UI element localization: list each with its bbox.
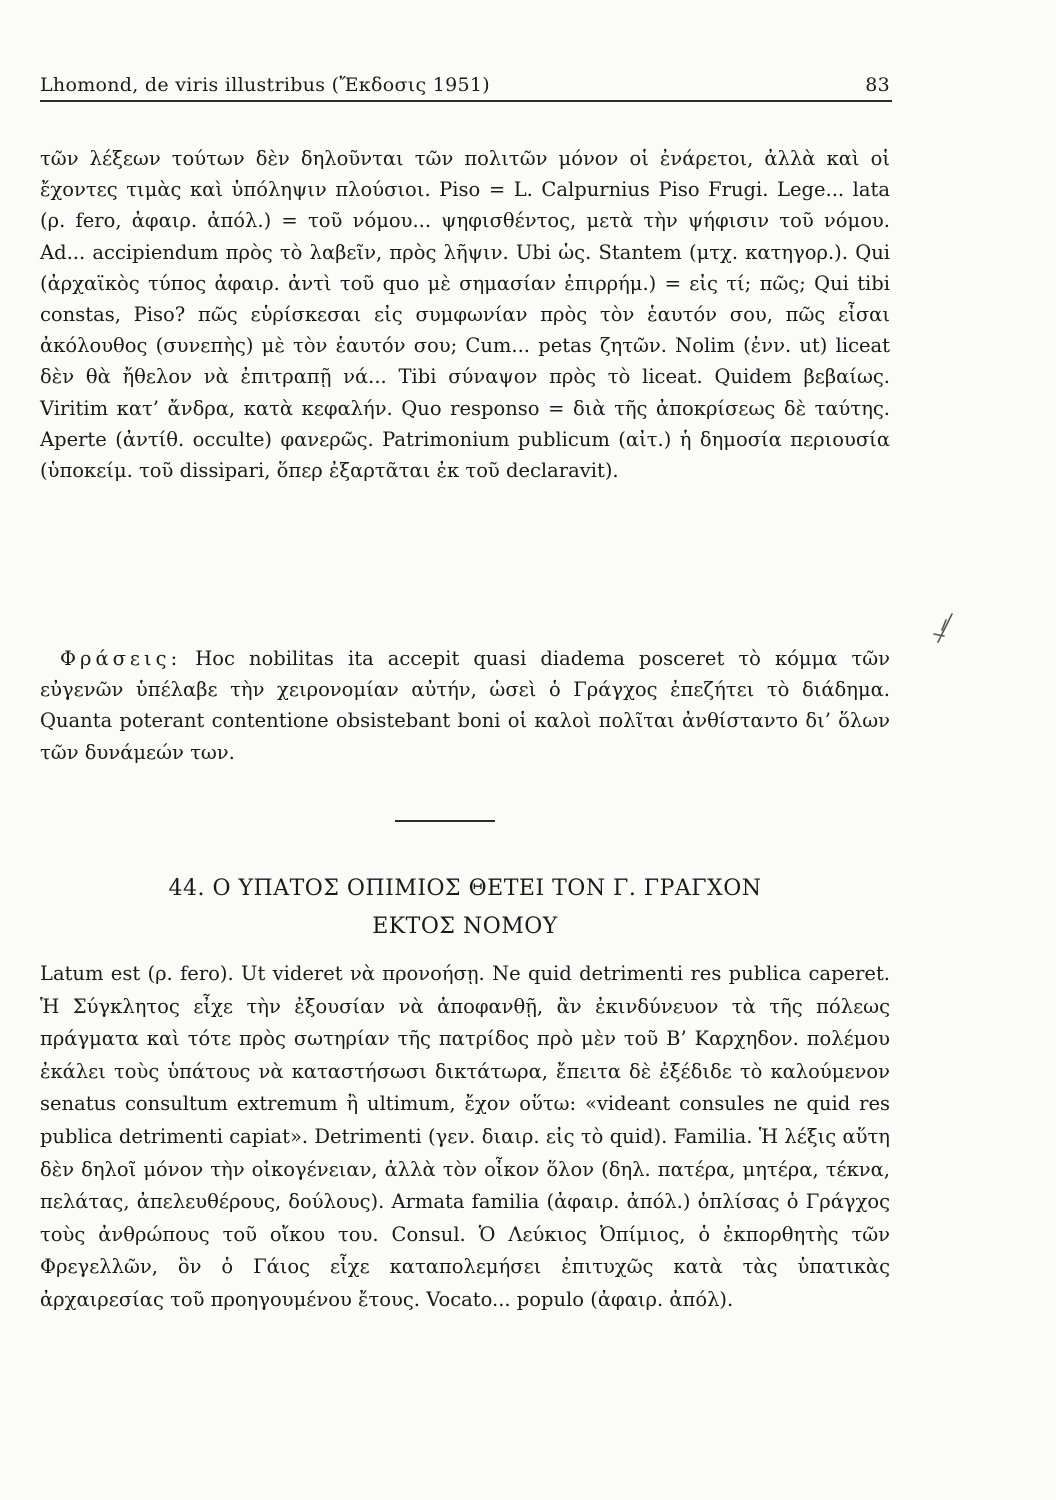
phrases-text: Hoc nobilitas ita accepit quasi diadema posceret τὸ κόμμα τῶν εὐγενῶν ὑπέλαβε τὴν χειρονομίαν αὐτήν, ὡσεὶ ὁ Γράγχος ἐπεζήτει τὸ διάδημα. Quanta poterant contentione obsistebant boni οἱ καλοὶ πολῖται ἀνθίσταντο δι’ ὅλων τῶν δυνάμεών των. — [40, 647, 890, 764]
pencil-mark-icon — [930, 612, 956, 648]
section-separator — [395, 820, 495, 822]
running-title: Lhomond, de viris illustribus (Ἔκδοσις 1951) — [40, 74, 491, 96]
section-heading-line-2: ΕΚΤΟΣ ΝΟΜΟΥ — [372, 914, 558, 939]
page-number: 83 — [865, 74, 890, 96]
running-header — [40, 70, 890, 102]
section-body: Latum est (ρ. fero). Ut videret νὰ προνοήσῃ. Ne quid detrimenti res publica caperet. Ἡ Σύγκλητος εἶχε τὴν ἐξουσίαν νὰ ἀποφανθῇ, ἂν ἐκινδύνευον τὰ τῆς πόλεως πράγματα καὶ τότε πρὸς σωτηρίαν τῆς πατρίδος πρὸ μὲν τοῦ Β’ Καρχηδον. πολέμου ἐκάλει τοὺς ὑπάτους νὰ καταστήσωσι δικτάτωρα, ἔπειτα δὲ ἐξέδιδε τὸ καλούμενον senatus consultum extremum ἢ ultimum, ἔχον οὕτω: «videant consules ne quid res publica detrimenti capiat». Detrimenti (γεν. διαιρ. εἰς τὸ quid). Familia. Ἡ λέξις αὕτη δὲν δηλοῖ μόνον τὴν οἰκογένειαν, ἀλλὰ τὸν οἶκον ὅλον (δηλ. πατέρα, μητέρα, τέκνα, πελάτας, ἀπελευθέρους, δούλους). Armata familia (ἀφαιρ. ἀπόλ.) ὁπλίσας ὁ Γράγχος τοὺς ἀνθρώπους τοῦ οἴκου του. Consul. Ὁ Λεύκιος Ὀπίμιος, ὁ ἐκπορθητὴς τῶν Φρεγελλῶν, ὃν ὁ Γάιος εἶχε καταπολεμήσει ἐπιτυχῶς κατὰ τὰς ὑπατικὰς ἀρχαιρεσίας τοῦ προηγουμένου ἔτους. Vocato... populo (ἀφαιρ. ἀπόλ). — [40, 962, 890, 1311]
header-rule — [40, 100, 892, 102]
section-heading — [40, 870, 890, 946]
phrases-paragraph — [40, 643, 890, 768]
phrases-label: Φράσεις: — [60, 647, 182, 670]
section-heading-line-1: 44. Ο ΥΠΑΤΟΣ ΟΠΙΜΙΟΣ ΘΕΤΕΙ ΤΟΝ Γ. ΓΡΑΓΧΟΝ — [168, 876, 762, 901]
notes-paragraph: τῶν λέξεων τούτων δὲν δηλοῦνται τῶν πολιτῶν μόνον οἱ ἐνάρετοι, ἀλλὰ καὶ οἱ ἔχοντες τιμὰς καὶ ὑπόληψιν πλούσιοι. Piso = L. Calpurnius Piso Frugi. Lege... lata (ρ. fero, ἀφαιρ. ἀπόλ.) = τοῦ νόμου... ψηφισθέντος, μετὰ τὴν ψήφισιν τοῦ νόμου. Ad... accipiendum πρὸς τὸ λαβεῖν, πρὸς λῆψιν. Ubi ὡς. Stantem (μτχ. κατηγορ.). Qui (ἀρχαϊκὸς τύπος ἀφαιρ. ἀντὶ τοῦ quo μὲ σημασίαν ἐπιρρήμ.) = εἰς τί; πῶς; Qui tibi constas, Piso? πῶς εὑρίσκεσαι εἰς συμφωνίαν πρὸς τὸν ἑαυτόν σου, πῶς εἶσαι ἀκόλουθος (συνεπὴς) μὲ τὸν ἑαυτόν σου; Cum... petas ζητῶν. Nolim (ἐνν. ut) liceat δὲν θὰ ἤθελον νὰ ἐπιτραπῇ νά... Tibi σύναψον πρὸς τὸ liceat. Quidem βεβαίως. Viritim κατ’ ἄνδρα, κατὰ κεφαλήν. Quo responso = διὰ τῆς ἀποκρίσεως δὲ ταύτης. Aperte (ἀντίθ. occulte) φανερῶς. Patrimonium publicum (αἰτ.) ἡ δημοσία περιουσία (ὑποκείμ. τοῦ dissipari, ὅπερ ἐξαρτᾶται ἐκ τοῦ declaravit). — [40, 147, 890, 483]
